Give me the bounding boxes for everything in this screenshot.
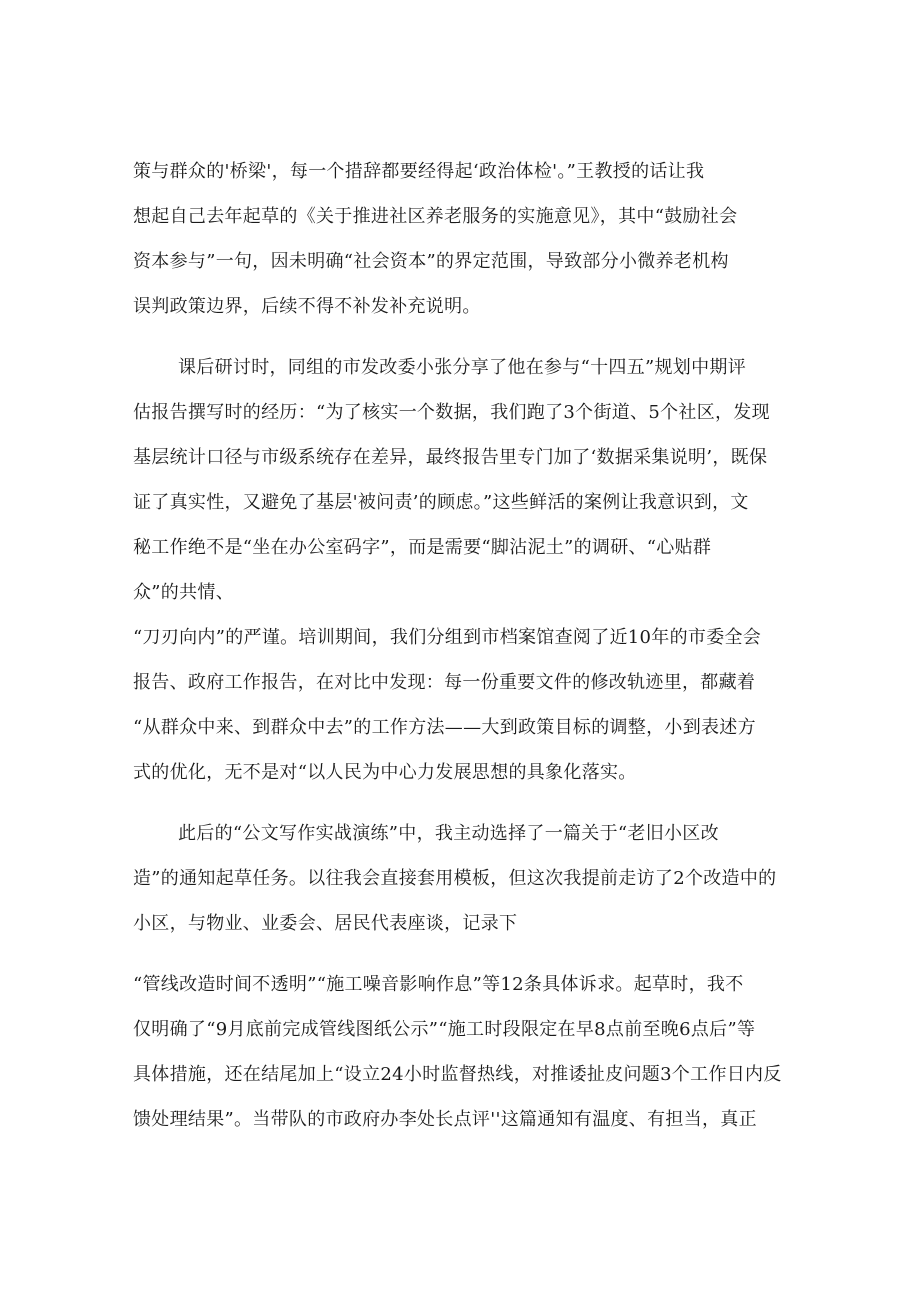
text-line: 众”的共情、 <box>133 582 235 603</box>
text-line: 证了真实性，又避免了基层'被问责’的顾虑。”这些鲜活的案例让我意识到，文 <box>133 492 749 513</box>
text-line: 策与群众的'桥梁'，每一个措辞都要经得起‘政治体检'。”王教授的话让我 <box>133 161 705 182</box>
text-line: “刀刃向内”的严谨。培训期间，我们分组到市档案馆查阅了近10年的市委全会 <box>133 627 762 648</box>
text-line: 报告、政府工作报告，在对比中发现：每一份重要文件的修改轨迹里，都藏着 <box>133 672 756 693</box>
text-line: “从群众中来、到群众中去”的工作方法——大到政策目标的调整，小到表述方 <box>133 717 756 738</box>
text-line: 基层统计口径与市级系统存在差异，最终报告里专门加了‘数据采集说明’，既保 <box>133 447 768 468</box>
text-line: 资本参与”一句，因未明确“社会资本”的界定范围，导致部分小微养老机构 <box>133 251 729 272</box>
text-line: 想起自己去年起草的《关于推进社区养老服务的实施意见》，其中“鼓励社会 <box>133 206 738 227</box>
text-line: 馈处理结果”。当带队的市政府办李处长点评''这篇通知有温度、有担当，真正 <box>133 1109 757 1130</box>
text-line: 小区，与物业、业委会、居民代表座谈，记录下 <box>133 913 518 934</box>
text-line: 具体措施，还在结尾加上“设立24小时监督热线，对推诿扯皮问题3个工作日内反 <box>133 1064 782 1085</box>
text-line: “管线改造时间不透明”“施工噪音影响作息”等12条具体诉求。起草时，我不 <box>133 974 744 995</box>
paragraph-first-line: 课后研讨时，同组的市发改委小张分享了他在参与“十四五”规划中期评 <box>178 357 747 378</box>
text-line: 误判政策边界，后续不得不补发补充说明。 <box>133 296 481 317</box>
text-line: 仅明确了“9月底前完成管线图纸公示”“施工时段限定在早8点前至晚6点后”等 <box>133 1019 756 1040</box>
text-line: 式的优化，无不是对“以人民为中心力发展思想的具象化落实。 <box>133 762 637 783</box>
text-line: 造”的通知起草任务。以往我会直接套用模板，但这次我提前走访了2个改造中的 <box>133 868 777 889</box>
text-line: 估报告撰写时的经历：“为了核实一个数据，我们跑了3个街道、5个社区，发现 <box>133 402 770 423</box>
text-line: 秘工作绝不是“坐在办公室码字”，而是需要“脚沾泥土”的调研、“心贴群 <box>133 537 712 558</box>
paragraph-first-line: 此后的“公文写作实战演练”中，我主动选择了一篇关于“老旧小区改 <box>178 823 719 844</box>
